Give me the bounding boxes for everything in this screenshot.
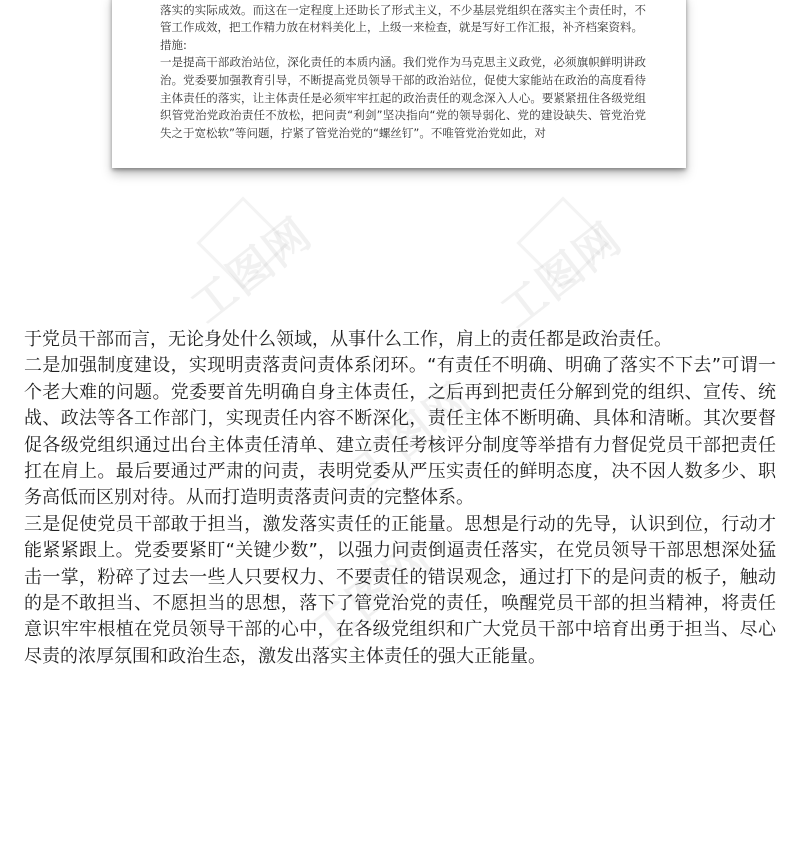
watermark-left: 工图网 xyxy=(181,207,322,334)
preview-text xyxy=(160,0,646,142)
preview-paragraph-3: 一是提高干部政治站位，深化责任的本质内涵。我们党作为马克思主义政党，必须旗帜鲜明讲政治。党委要加强教育引导，不断提高党员领导干部的政治站位，促使大家能站在政治的高度看待主体责任的落实，让主体责任是必须牢牢扛起的政治责任的观念深入人心。要紧紧扭住各级党组织管党治党政治责任不放松，把问责“利剑”坚决指向“党的领导弱化、党的建设缺失、管党治党失之于宽松软”等问题，拧紧了管党治党的“螺丝钉”。不唯管党治党如此，对 xyxy=(160,55,646,140)
watermark-center: 工图网 xyxy=(341,372,482,499)
watermark-logo-left xyxy=(196,196,289,289)
watermark-logo-right xyxy=(516,196,609,289)
body-paragraph-1: 于党员干部而言，无论身处什么领域，从事什么工作，肩上的责任都是政治责任。 xyxy=(24,329,672,350)
preview-paragraph-2: 措施: xyxy=(160,37,187,52)
watermark-right: 工图网 xyxy=(491,212,632,339)
document-preview xyxy=(112,0,686,168)
article-body xyxy=(24,327,776,670)
watermark-lower: 工图网 xyxy=(301,532,442,659)
body-paragraph-2: 二是加强制度建设，实现明责落责问责体系闭环。“有责任不明确、明确了落实不下去”可谓一个老大难的问题。党委要首先明确自身主体责任，之后再到把责任分解到党的组织、宣传、统战、政法等各工作部门，实现责任内容不断深化，责任主体不断明确、具体和清晰。其次要督促各级党组织通过出台主体责任清单、建立责任考核评分制度等举措有力督促党员干部把责任扛在肩上。最后要通过严肃的问责，表明党委从严压实责任的鲜明态度，决不因人数多少、职务高低而区别对待。从而打造明责落责问责的完整体系。 xyxy=(24,355,776,509)
body-paragraph-3: 三是促使党员干部敢于担当，激发落实责任的正能量。思想是行动的先导，认识到位，行动才能紧紧跟上。党委要紧盯“关键少数”，以强力问责倒逼责任落实，在党员领导干部思想深处猛击一掌，粉碎了过去一些人只要权力、不要责任的错误观念，通过打下的是问责的板子，触动的是不敢担当、不愿担当的思想，落下了管党治党的责任，唤醒党员干部的担当精神，将责任意识牢牢根植在党员领导干部的心中，在各级党组织和广大党员干部中培育出勇于担当、尽心尽责的浓厚氛围和政治生态，激发出落实主体责任的强大正能量。 xyxy=(24,513,776,667)
preview-paragraph-1: 落实的实际成效。而这在一定程度上还助长了形式主义，不少基层党组织在落实主个责任时，不管工作成效，把工作精力放在材料美化上，上级一来检查，就是写好工作汇报，补齐档案资料。 xyxy=(160,2,646,35)
